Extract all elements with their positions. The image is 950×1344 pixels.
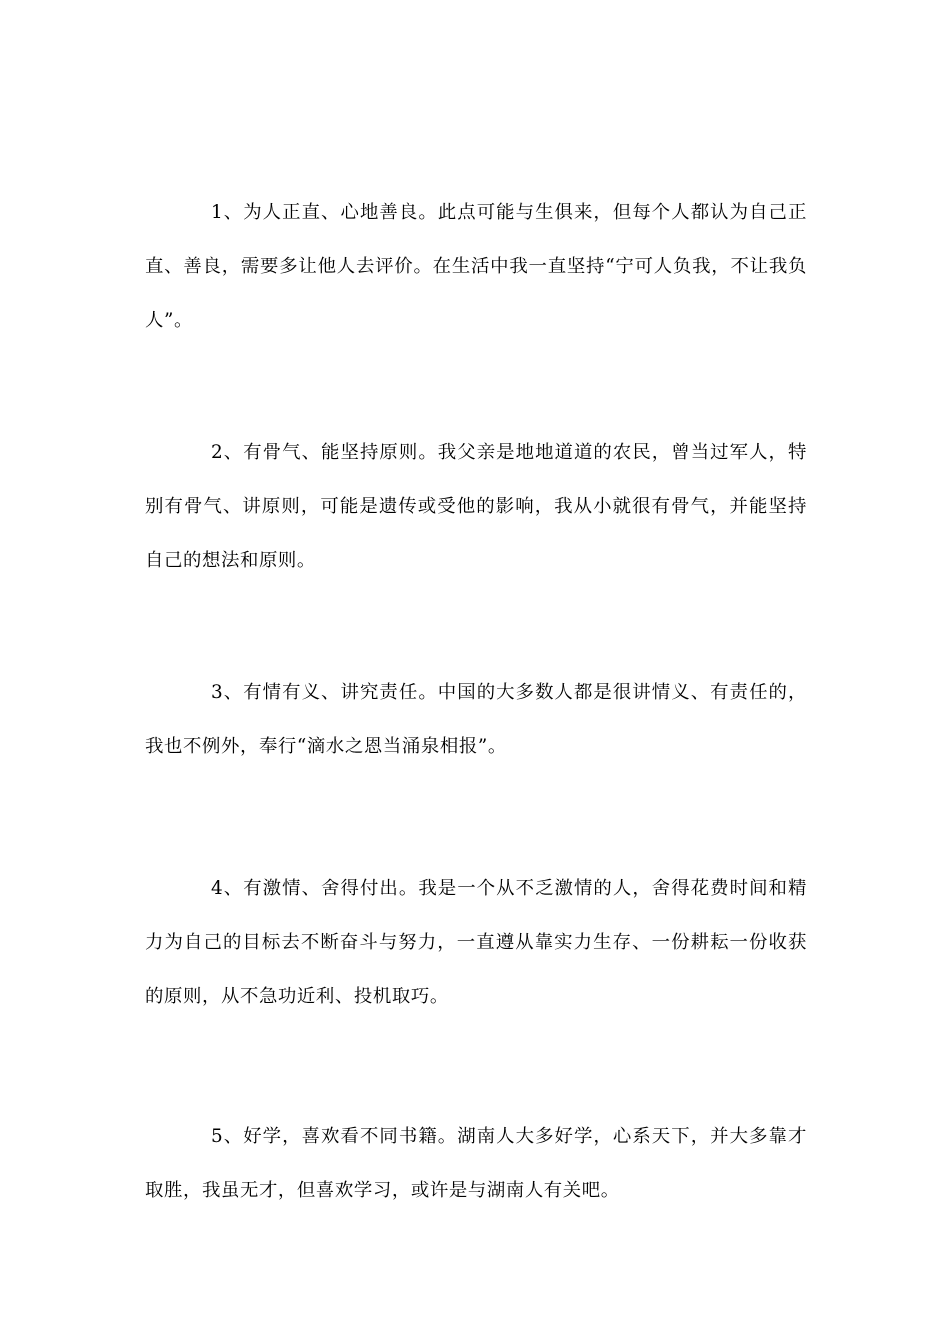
paragraph-5: 5、好学，喜欢看不同书籍。湖南人大多好学，心系天下，并大多靠才取胜，我虽无才，但喜欢学习，或许是与湖南人有关吧。 [145,1126,807,1201]
paragraph-1: 1、为人正直、心地善良。此点可能与生俱来，但每个人都认为自己正直、善良，需要多让他人去评价。在生活中我一直坚持“宁可人负我，不让我负人”。 [145,202,807,331]
paragraph-4: 4、有激情、舍得付出。我是一个从不乏激情的人，舍得花费时间和精力为自己的目标去不断奋斗与努力，一直遵从靠实力生存、一份耕耘一份收获的原则，从不急功近利、投机取巧。 [145,878,807,1007]
paragraph-2: 2、有骨气、能坚持原则。我父亲是地地道道的农民，曾当过军人，特别有骨气、讲原则，可能是遗传或受他的影响，我从小就很有骨气，并能坚持自己的想法和原则。 [145,442,807,571]
paragraph-3: 3、有情有义、讲究责任。中国的大多数人都是很讲情义、有责任的，我也不例外，奉行“滴水之恩当涌泉相报”。 [145,682,807,757]
